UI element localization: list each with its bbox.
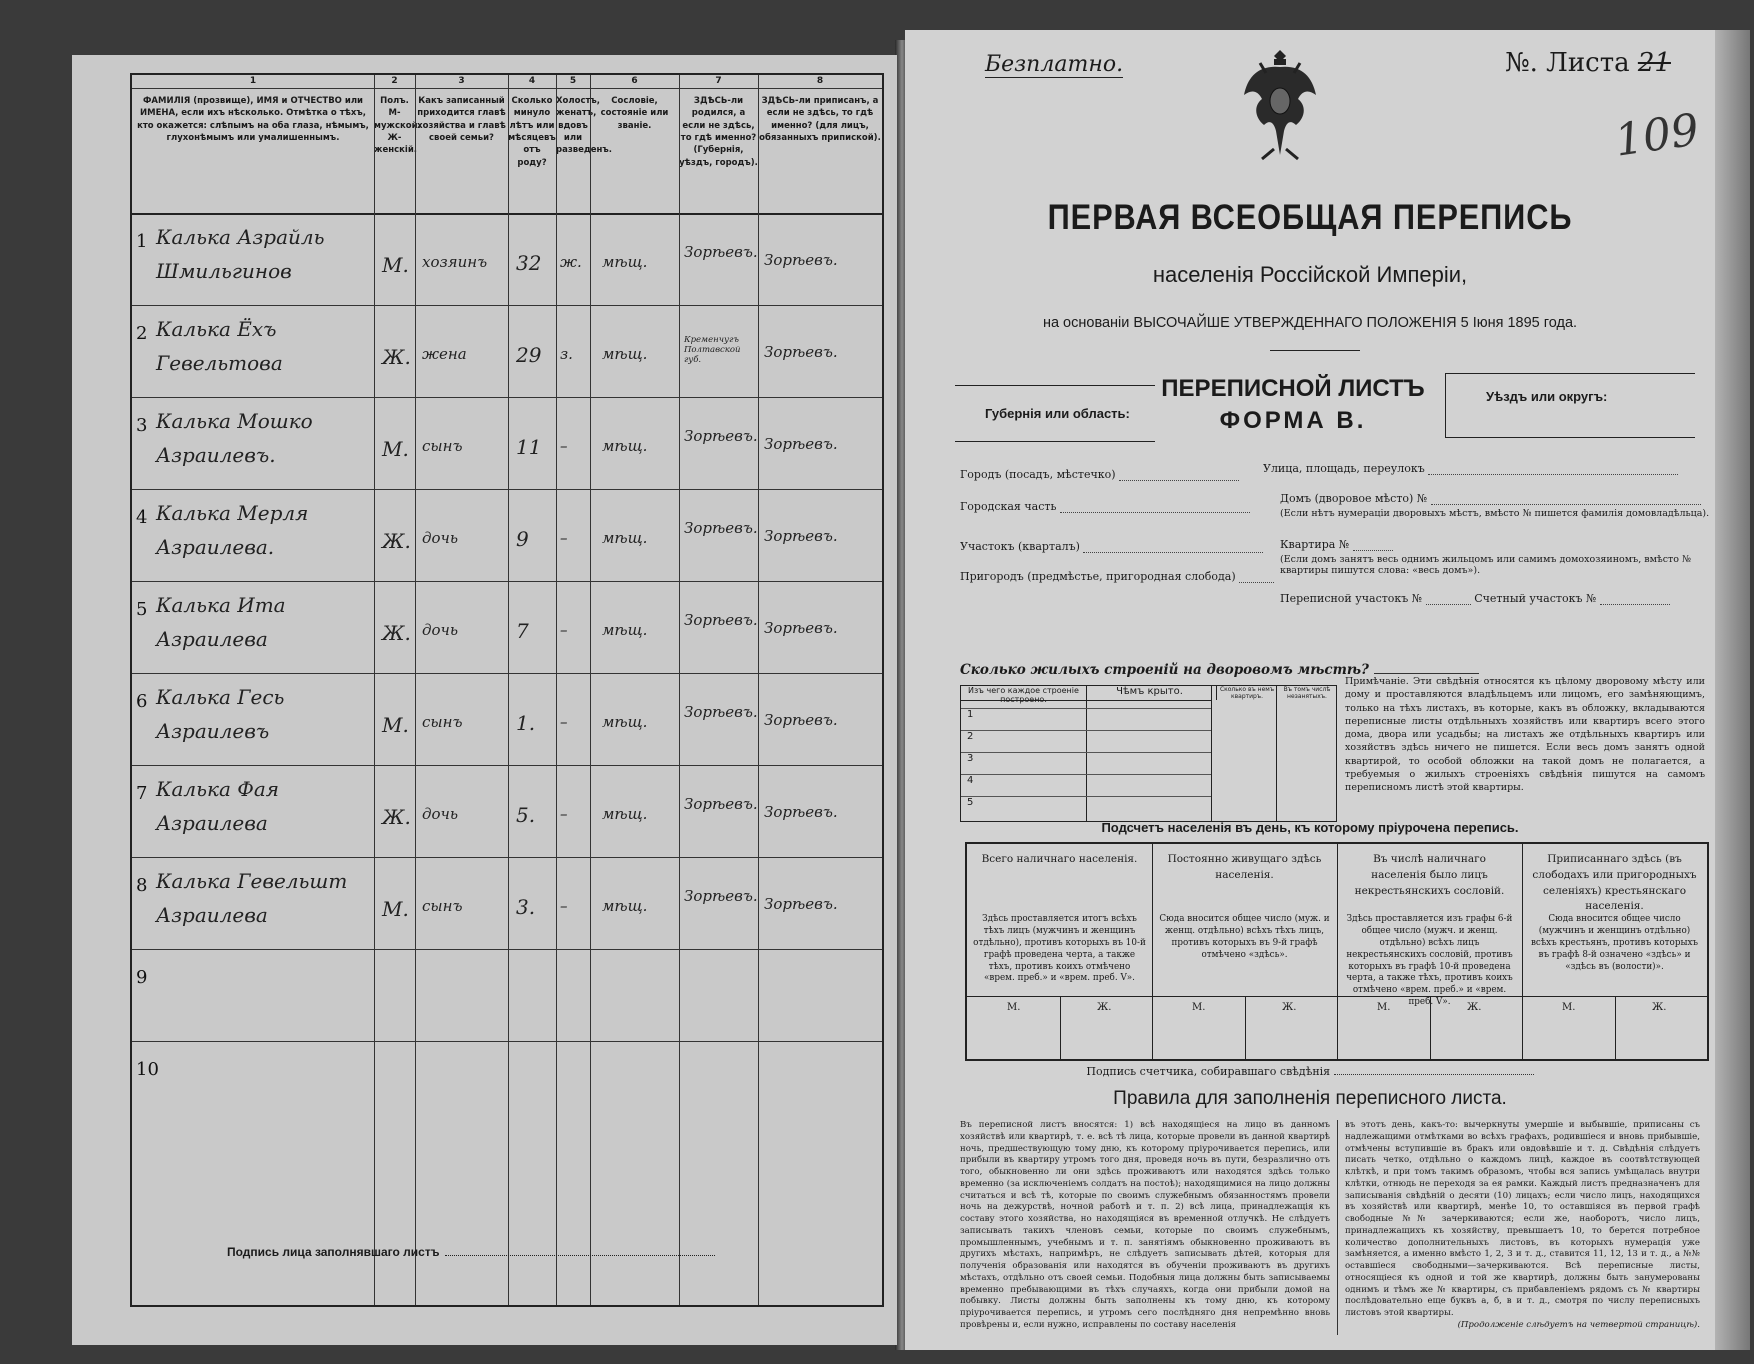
age-value: 11 bbox=[516, 435, 542, 459]
form-header-box bbox=[955, 373, 1695, 465]
table-row bbox=[132, 673, 882, 765]
sex-value: Ж. bbox=[382, 805, 411, 829]
female-label: Ж. bbox=[1652, 1002, 1667, 1013]
estate-value: мѣщ. bbox=[602, 529, 648, 547]
city-part-label: Городская часть bbox=[960, 500, 1057, 513]
column-number: 3 bbox=[415, 75, 508, 89]
household-table bbox=[130, 73, 884, 1307]
count-col-divider bbox=[1152, 844, 1153, 1059]
sheet-number-label: №. Листа bbox=[1505, 48, 1630, 78]
sex-value: Ж. bbox=[382, 621, 411, 645]
relation-value: жена bbox=[422, 345, 467, 363]
column-header-text: ЗДѢСЬ-ли приписанъ, а если не здѣсь, то гдѣ именно? (для лицъ, обязанныхъ припиской). bbox=[759, 96, 881, 143]
birthplace-value: Зорѣевъ. bbox=[684, 243, 758, 261]
suburb-label: Пригородъ (предмѣстье, пригородная слобода) bbox=[960, 570, 1236, 583]
suburb-line bbox=[1239, 582, 1274, 583]
marital-value: – bbox=[560, 713, 568, 731]
population-count-table bbox=[965, 842, 1709, 1061]
surname-given-name: Калька Фая bbox=[156, 777, 280, 801]
building-row bbox=[961, 752, 1211, 775]
female-label: Ж. bbox=[1282, 1002, 1297, 1013]
registration-value: Зорѣевъ. bbox=[764, 251, 838, 269]
rules-column-1: Въ переписной листъ вносятся: 1) всѣ находящіеся на лицо въ данномъ хозяйствѣ или квартирѣ, т. е. всѣ тѣ лица, которые провели въ данной квартирѣ ночь, предшествующую тому дню, къ которому пріурочивается перепись, или прибыли въ квартиру утромъ того дня, проведя ночь въ пути, безразлично отъ того, обыкновенно ли они здѣсь проживаютъ или находятся здѣсь только временно (за исключеніемъ солдатъ на постоѣ); находящимися на лицо должны считаться и всѣ тѣ, которые по своимъ служебнымъ обязанностямъ провели ночь на дежурствѣ, ночной работѣ и т. п. 2) всѣ лица, принадлежащія къ составу этого хозяйства, но находящіяся въ временной отлучкѣ. Не слѣдуетъ записывать такихъ членовъ семьи, которые по своимъ служебнымъ, промышленнымъ, учебнымъ и т. п. занятіямъ обыкновенно проживаютъ въ другихъ мѣстахъ, напримѣръ, не слѣдуетъ записывать дѣтей, которыя для полученія образованія или находятся въ обученіи проживаютъ въ другихъ мѣстахъ, отдѣльно отъ своей семьи. Подобныя лица должны быть записываемы временно пребывающими въ тѣхъ случаяхъ, когда они прибыли домой на побывку. Листы должны быть заполнены къ тому дню, къ которому пріурочивается перепись, и утромъ сего послѣдняго дня непремѣнно вновь провѣрены и, если нужно, исправлены по составу населенія bbox=[960, 1120, 1330, 1331]
building-row bbox=[961, 730, 1211, 753]
column-number: 5 bbox=[556, 75, 590, 89]
left-page-census-table bbox=[72, 55, 897, 1345]
column-header-3 bbox=[415, 75, 508, 215]
surname-given-name: Калька Гевельшт bbox=[156, 869, 348, 893]
buildings-table bbox=[960, 685, 1337, 822]
column-header-text: ЗДѢСЬ-ли родился, а если не здѣсь, то гдѣ именно? (Губернія, уѣздъ, городъ). bbox=[679, 96, 758, 168]
count-col-header: Всего наличнаго населенія. bbox=[981, 853, 1138, 865]
filler-signature-label: Подпись лица заполнявшаго листъ bbox=[227, 1245, 440, 1259]
sex-value: М. bbox=[382, 897, 409, 921]
buildings-h3: Сколько въ немъ квартиръ. bbox=[1216, 686, 1277, 700]
marital-value: – bbox=[560, 529, 568, 547]
row-number: 7 bbox=[136, 783, 148, 804]
age-value: 7 bbox=[516, 619, 529, 643]
count-col-description: Сюда вносится общее число (муж. и женщ. отдѣльно) всѣхъ тѣхъ лицъ, противъ которыхъ въ 9-й графѣ отмѣчено «здѣсь». bbox=[1159, 914, 1330, 960]
building-row bbox=[961, 708, 1211, 731]
apartment-field bbox=[1280, 538, 1393, 551]
age-value: 5. bbox=[516, 803, 536, 827]
building-row-number: 4 bbox=[967, 775, 974, 786]
house-label: Домъ (дворовое мѣсто) № bbox=[1280, 492, 1428, 505]
census-area-field bbox=[1280, 592, 1670, 605]
surname-given-name: Калька Мошко bbox=[156, 409, 313, 433]
building-row-number: 2 bbox=[967, 731, 974, 742]
building-row bbox=[961, 796, 1211, 819]
street-label: Улица, площадь, переулокъ bbox=[1263, 462, 1425, 475]
legal-basis: на основаніи ВЫСОЧАЙШЕ УТВЕРЖДЕННАГО ПОЛОЖЕНІЯ 5 Іюня 1895 года. bbox=[1042, 315, 1578, 331]
relation-value: дочь bbox=[422, 529, 459, 547]
street-line bbox=[1428, 474, 1678, 475]
row-number: 3 bbox=[136, 415, 148, 436]
double-headed-eagle-icon bbox=[1240, 45, 1320, 165]
census-area-label: Переписной участокъ № bbox=[1280, 592, 1423, 605]
male-label: М. bbox=[1007, 1002, 1021, 1013]
relation-value: сынъ bbox=[422, 437, 463, 455]
column-header-text: ФАМИЛІЯ (прозвище), ИМЯ и ОТЧЕСТВО или ИМЕНА, если ихъ нѣсколько. Отмѣтка о тѣхъ, кто окажется: слѣпымъ на оба глаза, нѣмымъ, глухонѣмымъ или умалишеннымъ. bbox=[137, 96, 369, 143]
birthplace-value: Зорѣевъ. bbox=[684, 795, 758, 813]
precinct-line bbox=[1083, 552, 1263, 553]
document-subtitle: населенія Россійской Имперіи, bbox=[1152, 262, 1468, 287]
count-area-label: Счетный участокъ № bbox=[1474, 592, 1597, 605]
patronymic: Азраилева. bbox=[156, 535, 275, 559]
table-row bbox=[132, 489, 882, 581]
table-row bbox=[132, 857, 882, 949]
city-label: Городъ (посадъ, мѣстечко) bbox=[960, 468, 1116, 481]
marital-value: – bbox=[560, 621, 568, 639]
row-number: 6 bbox=[136, 691, 148, 712]
table-row bbox=[132, 213, 882, 305]
counter-signature-label: Подпись счетчика, собиравшаго свѣдѣнія bbox=[1086, 1065, 1331, 1078]
male-label: М. bbox=[1562, 1002, 1576, 1013]
registration-value: Зорѣевъ. bbox=[764, 435, 838, 453]
count-col-header: Постоянно живущаго здѣсь населенія. bbox=[1167, 853, 1322, 881]
male-label: М. bbox=[1192, 1002, 1206, 1013]
column-header-8 bbox=[758, 75, 882, 215]
row-number: 2 bbox=[136, 323, 148, 344]
sex-value: М. bbox=[382, 253, 409, 277]
count-col-divider bbox=[1337, 844, 1338, 1059]
estate-value: мѣщ. bbox=[602, 713, 648, 731]
form-title-line2: ФОРМА В. bbox=[1219, 407, 1367, 434]
age-value: 1. bbox=[516, 711, 536, 735]
surname-given-name: Калька Мерля bbox=[156, 501, 309, 525]
registration-value: Зорѣевъ. bbox=[764, 527, 838, 545]
building-row-number: 3 bbox=[967, 753, 974, 764]
street-field bbox=[1263, 462, 1678, 475]
relation-value: сынъ bbox=[422, 897, 463, 915]
count-col-divider bbox=[1522, 844, 1523, 1059]
column-number: 7 bbox=[679, 75, 758, 89]
marital-value: – bbox=[560, 437, 568, 455]
suburb-field bbox=[960, 570, 1274, 583]
male-label: М. bbox=[1377, 1002, 1391, 1013]
column-header-text: Сословіе, состояніе или званіе. bbox=[600, 96, 669, 131]
count-area-line bbox=[1600, 604, 1670, 605]
table-row bbox=[132, 305, 882, 397]
divider bbox=[1270, 350, 1360, 351]
row-number: 5 bbox=[136, 599, 148, 620]
estate-value: мѣщ. bbox=[602, 437, 648, 455]
column-header-4 bbox=[508, 75, 556, 215]
census-area-line bbox=[1426, 604, 1471, 605]
rules-column-2 bbox=[1345, 1120, 1700, 1332]
free-label: Безплатно. bbox=[985, 52, 1124, 77]
estate-value: мѣщ. bbox=[602, 621, 648, 639]
birthplace-value: Зорѣевъ. bbox=[684, 611, 758, 629]
surname-given-name: Калька Ёхъ bbox=[156, 317, 277, 341]
patronymic: Азраилева bbox=[156, 627, 268, 651]
buildings-h1: Изъ чего каждое строеніе построено. bbox=[961, 686, 1086, 701]
relation-value: сынъ bbox=[422, 713, 463, 731]
handwritten-sheet-number: 109 bbox=[1611, 104, 1703, 167]
relation-value: дочь bbox=[422, 805, 459, 823]
sex-value: Ж. bbox=[382, 345, 411, 369]
marital-value: з. bbox=[560, 345, 573, 363]
birthplace-value: Зорѣевъ. bbox=[684, 427, 758, 445]
apartment-label: Квартира № bbox=[1280, 538, 1350, 551]
birthplace-value: Кременчугъ Полтавской губ. bbox=[684, 335, 741, 365]
marital-value: ж. bbox=[560, 253, 582, 271]
rules-title: Правила для заполненія переписного листа. bbox=[1113, 1088, 1507, 1109]
sex-divider bbox=[1245, 996, 1246, 1059]
city-field bbox=[960, 468, 1239, 481]
sex-divider bbox=[1615, 996, 1616, 1059]
row-number: 8 bbox=[136, 875, 148, 896]
buildings-h2: Чѣмъ крыто. bbox=[1086, 686, 1212, 701]
relation-value: дочь bbox=[422, 621, 459, 639]
building-row-number: 5 bbox=[967, 797, 974, 808]
buildings-note: Примѣчаніе. Эти свѣдѣнія относятся къ цѣлому двоpовому мѣсту или дому и проставляются владѣльцемъ или лицомъ, его замѣняющимъ, только на тѣхъ листахъ, въ которые, какъ въ обложку, вкладываются переписные листы отдѣльныхъ хозяйствъ или квартиръ всего этого дома, двора или усадьбы; на листахъ же отдѣльныхъ квартиръ или хозяйствъ здѣсь ничего не пишется. Если весь домъ занятъ одной квартирой, то особой обложки на такой домъ не полагается, а требуемыя о жилыхъ строеніяхъ свѣдѣнія пишутся на самомъ переписномъ листѣ этой квартиры. bbox=[1345, 676, 1705, 794]
marital-value: – bbox=[560, 805, 568, 823]
birthplace-value: Зорѣевъ. bbox=[684, 887, 758, 905]
patronymic: Азраилева bbox=[156, 903, 268, 927]
registration-value: Зорѣевъ. bbox=[764, 711, 838, 729]
sheet-number-struck: 21 bbox=[1637, 48, 1671, 78]
column-header-5 bbox=[556, 75, 613, 215]
count-col-description: Сюда вносится общее число (мужчинъ и женщинъ отдѣльно) всѣхъ крестьянъ, противъ которыхъ въ графѣ 8-й означено «здѣсь» и «здѣсь въ (волости)». bbox=[1530, 914, 1699, 972]
table-row bbox=[132, 949, 882, 1041]
rules-divider bbox=[1337, 1120, 1338, 1335]
buildings-h4: Въ томъ числѣ незанятыхъ. bbox=[1276, 686, 1337, 700]
building-row-number: 1 bbox=[967, 709, 974, 720]
house-note: (Если нѣтъ нумераціи дворовыхъ мѣстъ, вмѣсто № пишется фамилія домовладѣльца). bbox=[1280, 508, 1710, 519]
page-edges bbox=[1710, 30, 1750, 1350]
female-label: Ж. bbox=[1467, 1002, 1482, 1013]
patronymic: Азраилевъ bbox=[156, 719, 270, 743]
age-value: 32 bbox=[516, 251, 542, 275]
rules-continued: (Продолженіе слѣдуетъ на четвертой страницѣ). bbox=[1457, 1320, 1700, 1331]
age-value: 3. bbox=[516, 895, 536, 919]
sex-value: М. bbox=[382, 713, 409, 737]
city-part-line bbox=[1060, 512, 1250, 513]
birthplace-value: Зорѣевъ. bbox=[684, 519, 758, 537]
province-label: Губернія или область: bbox=[955, 385, 1155, 442]
apartment-note: (Если домъ занятъ весь однимъ жильцомъ или самимъ домохозяиномъ, вмѣсто № квартиры пишутся слова: «весь домъ»). bbox=[1280, 554, 1692, 576]
signature-line bbox=[445, 1255, 715, 1256]
apartment-line bbox=[1353, 550, 1393, 551]
precinct-label: Участокъ (кварталъ) bbox=[960, 540, 1080, 553]
sex-divider bbox=[1060, 996, 1061, 1059]
surname-given-name: Калька Гесь bbox=[156, 685, 285, 709]
patronymic: Шмильгинов bbox=[156, 259, 292, 283]
age-value: 9 bbox=[516, 527, 529, 551]
relation-value: хозяинъ bbox=[422, 253, 488, 271]
surname-given-name: Калька Азрайль bbox=[156, 225, 325, 249]
column-number: 8 bbox=[758, 75, 882, 89]
registration-value: Зорѣевъ. bbox=[764, 619, 838, 637]
building-row bbox=[961, 774, 1211, 797]
estate-value: мѣщ. bbox=[602, 897, 648, 915]
column-header-6 bbox=[590, 75, 679, 215]
age-value: 29 bbox=[516, 343, 542, 367]
sex-value: Ж. bbox=[382, 529, 411, 553]
estate-value: мѣщ. bbox=[602, 345, 648, 363]
row-number: 1 bbox=[136, 231, 148, 252]
column-header-text: Какъ записанный приходится главѣ хозяйства и главѣ своей семьи? bbox=[417, 96, 506, 143]
row-number: 9 bbox=[136, 967, 148, 988]
table-row bbox=[132, 397, 882, 489]
patronymic: Азраилевъ. bbox=[156, 443, 276, 467]
counter-signature bbox=[905, 1065, 1715, 1078]
count-col-header: Въ числѣ наличнаго населенія было лицъ некрестьянскихъ сословій. bbox=[1354, 853, 1505, 897]
count-col-description: Здѣсь проставляется итогъ всѣхъ тѣхъ лицъ (мужчинъ и женщинъ отдѣльно), противъ которыхъ въ 10-й графѣ проведена черта, а также тѣхъ, противъ коихъ отмѣчено «врем. преб.» и «врем. преб. V». bbox=[973, 914, 1146, 984]
filler-signature bbox=[227, 1245, 715, 1259]
registration-value: Зорѣевъ. bbox=[764, 343, 838, 361]
column-header-text: Холостъ, женатъ, вдовъ или разведенъ. bbox=[556, 96, 613, 156]
registration-value: Зорѣевъ. bbox=[764, 803, 838, 821]
right-page-cover bbox=[905, 30, 1715, 1350]
house-line bbox=[1431, 504, 1701, 505]
table-row bbox=[132, 1041, 882, 1133]
patronymic: Гевельтова bbox=[156, 351, 283, 375]
column-header-2 bbox=[374, 75, 421, 215]
female-label: Ж. bbox=[1097, 1002, 1112, 1013]
city-part-field bbox=[960, 500, 1250, 513]
column-header-text: Полъ. М-мужской. Ж-женскій. bbox=[374, 96, 421, 156]
table-row bbox=[132, 581, 882, 673]
rules-column-2-text: въ этотъ день, какъ-то: вычеркнуты умершіе и выбывшіе, приписаны съ надлежащими отмѣтками во всѣхъ графахъ, родившіеся и вновь прибывшіе, отмѣчены вступившіе въ бракъ или овдовѣвшіе и т. д. Свѣдѣнія слѣдуетъ писать четко, отдѣльно о каждомъ лицѣ, каждое въ соотвѣтствующей клѣткѣ, и при томъ такимъ образомъ, чтобы вся запись умѣщалась внутри клѣтки, отнюдь не переходя за ея рамки. Каждый листъ предназначенъ для записыванія свѣдѣній о десяти (10) лицахъ; если число лицъ, находящихся въ хозяйствѣ или квартирѣ, менѣе 10, то оставшіяся въ первой графѣ свободные №№ зачеркиваются; если же, наоборотъ, число лицъ, принадлежащихъ къ хозяйству, превышаетъ 10, то берется потребное количество дополнительныхъ листовъ, въ которыхъ нумерація уже замѣняется, а именно вмѣсто 1, 2, 3 и т. д., ставится 11, 12, 13 и т. д., а №№ оставшіеся свободными—зачеркиваются. Всѣ переписные листы, относящіеся къ одной и той же квартирѣ, должны быть занумерованы однимъ и тѣмъ же № квартиры, съ прибавленіемъ рядомъ съ № квартиры послѣдовательно еще буквъ а, б, в и т. д., смотря по числу переписныхъ листовъ этой квартиры. bbox=[1345, 1120, 1700, 1319]
estate-value: мѣщ. bbox=[602, 805, 648, 823]
buildings-question-line bbox=[1374, 673, 1479, 674]
estate-value: мѣщ. bbox=[602, 253, 648, 271]
column-number: 1 bbox=[132, 75, 374, 89]
form-title-line1: ПЕРЕПИСНОЙ ЛИСТЪ bbox=[1161, 375, 1425, 402]
counter-signature-line bbox=[1334, 1074, 1534, 1075]
registration-value: Зорѣевъ. bbox=[764, 895, 838, 913]
count-title: Подсчетъ населенія въ день, къ которому пріурочена перепись. bbox=[1101, 820, 1519, 835]
column-number: 6 bbox=[590, 75, 679, 89]
column-number: 2 bbox=[374, 75, 415, 89]
precinct-field bbox=[960, 540, 1263, 553]
row-number: 10 bbox=[136, 1059, 159, 1080]
row-number: 4 bbox=[136, 507, 148, 528]
marital-value: – bbox=[560, 897, 568, 915]
patronymic: Азраилева bbox=[156, 811, 268, 835]
document-title: ПЕРВАЯ ВСЕОБЩАЯ ПЕРЕПИСЬ bbox=[1047, 198, 1573, 237]
sheet-number bbox=[1505, 48, 1671, 78]
birthplace-value: Зорѣевъ. bbox=[684, 703, 758, 721]
form-title bbox=[1143, 373, 1443, 437]
buildings-question-label: Сколько жилыхъ строеній на дворовомъ мѣстѣ? bbox=[960, 662, 1369, 678]
column-header-1 bbox=[132, 75, 374, 215]
count-col-header: Приписаннаго здѣсь (въ слободахъ или пригородныхъ селеніяхъ) крестьянскаго населенія. bbox=[1532, 853, 1697, 913]
sex-value: М. bbox=[382, 437, 409, 461]
city-line bbox=[1119, 480, 1239, 481]
column-header-text: Сколько минуло лѣтъ или мѣсяцевъ отъ роду? bbox=[508, 96, 556, 168]
count-col-description: Здѣсь проставляется изъ графы 6-й общее число (мужч. и женщ. отдѣльно) всѣхъ лицъ некрестьянскихъ сословій, противъ которыхъ въ графѣ 10-й проведена черта, а также тѣхъ, противъ коихъ отмѣчено «врем. преб.» и «врем. преб. V». bbox=[1346, 914, 1513, 1008]
district-label: Уѣздъ или округъ: bbox=[1445, 373, 1695, 438]
house-field bbox=[1280, 492, 1701, 505]
table-row bbox=[132, 765, 882, 857]
surname-given-name: Калька Ита bbox=[156, 593, 286, 617]
sex-divider bbox=[1430, 996, 1431, 1059]
column-header-7 bbox=[679, 75, 758, 215]
column-number: 4 bbox=[508, 75, 556, 89]
